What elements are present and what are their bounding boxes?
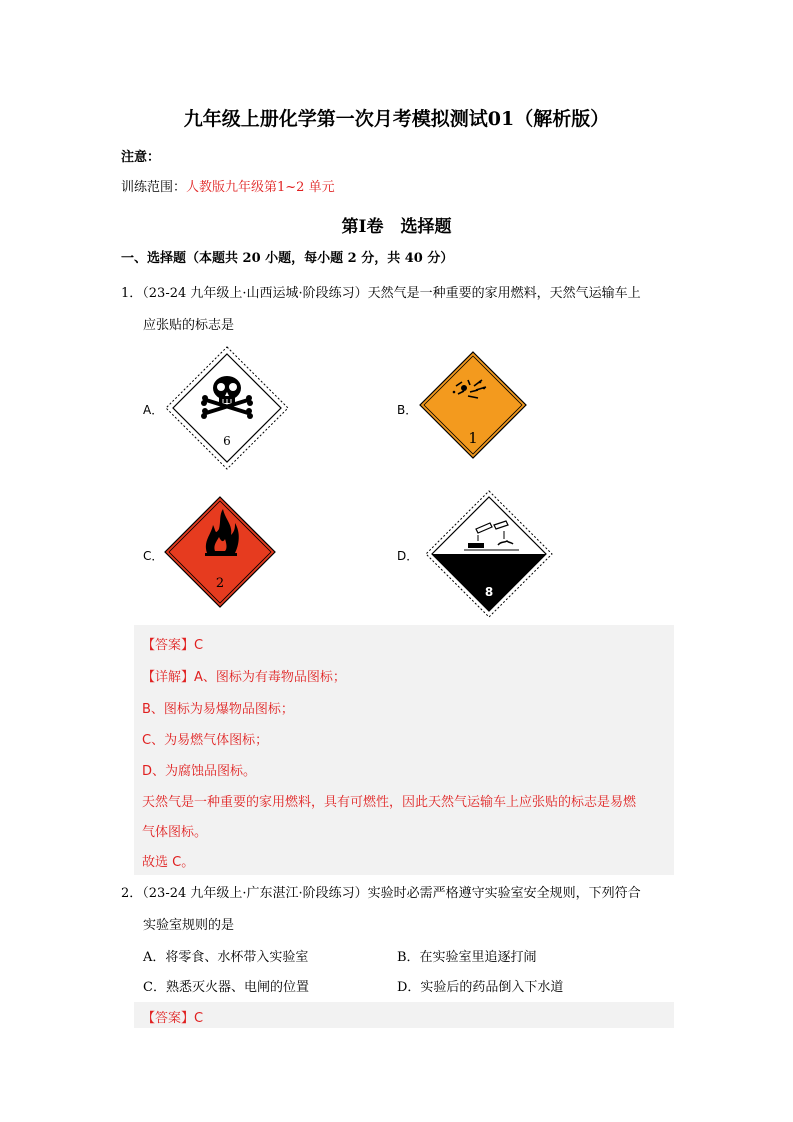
- range-value: 人教版九年级第1~2 单元: [186, 180, 335, 195]
- question-1-line-1: 1．（23-24 九年级上·山西运城·阶段练习）天然气是一种重要的家用燃料，天然气运输车上: [121, 286, 641, 301]
- question-1-number: 1．: [121, 286, 143, 301]
- explanation-line: 【详解】A、图标为有毒物品图标；: [142, 670, 346, 685]
- option-a-label: A．: [143, 403, 164, 417]
- option-c-label: C．: [143, 549, 164, 563]
- option-a-number: 6: [223, 434, 231, 448]
- explanation-line: B、图标为易爆物品图标；: [142, 702, 294, 717]
- flammable-gas-sign-icon: [163, 495, 277, 609]
- range-label: 训练范围：: [121, 180, 187, 195]
- part-heading: 一、选择题（本题共 20 小题，每小题 2 分，共 40 分）: [121, 251, 454, 266]
- q2-option-c: C．熟悉灭火器、电闸的位置: [143, 980, 309, 995]
- corrosive-sign-icon: [424, 489, 554, 619]
- answer-box-q2: [134, 1002, 674, 1028]
- explanation-line: C、为易燃气体图标；: [142, 733, 269, 748]
- training-range: [121, 176, 335, 195]
- option-b-label: B．: [397, 403, 418, 417]
- question-1-line-2: 应张贴的标志是: [143, 318, 235, 333]
- answer-box-q1: [134, 625, 674, 875]
- q2-option-b: B．在实验室里追逐打闹: [397, 950, 537, 965]
- option-d-label: D．: [397, 549, 419, 563]
- question-2-line-1: 2．（23-24 九年级上·广东湛江·阶段练习）实验时必需严格遵守实验室安全规则，下列符合: [121, 886, 641, 901]
- option-b-number: 1: [468, 429, 478, 447]
- q2-option-a: A．将零食、水杯带入实验室: [143, 950, 309, 965]
- answer-q2: 【答案】C: [142, 1011, 204, 1026]
- explanation-line: 天然气是一种重要的家用燃料，具有可燃性，因此天然气运输车上应张贴的标志是易燃: [142, 795, 637, 810]
- explanation-line: D、为腐蚀品图标。: [142, 764, 257, 779]
- q2-option-d: D．实验后的药品倒入下水道: [397, 980, 564, 995]
- section-title: 第Ⅰ卷 选择题: [341, 217, 452, 237]
- note-label: 注意：: [121, 150, 161, 165]
- answer-q1: 【答案】C: [142, 638, 204, 653]
- question-2-line-2: 实验室规则的是: [143, 918, 235, 933]
- page-title: 九年级上册化学第一次月考模拟测试01（解析版）: [183, 108, 610, 130]
- explosive-sign-icon: [418, 350, 528, 460]
- question-2-number: 2．: [121, 886, 143, 901]
- option-c-number: 2: [215, 576, 225, 591]
- option-d-number: 8: [484, 585, 494, 599]
- explanation-line: 故选 C。: [142, 855, 195, 870]
- toxic-sign-icon: [164, 345, 290, 471]
- explanation-line: 气体图标。: [142, 825, 208, 840]
